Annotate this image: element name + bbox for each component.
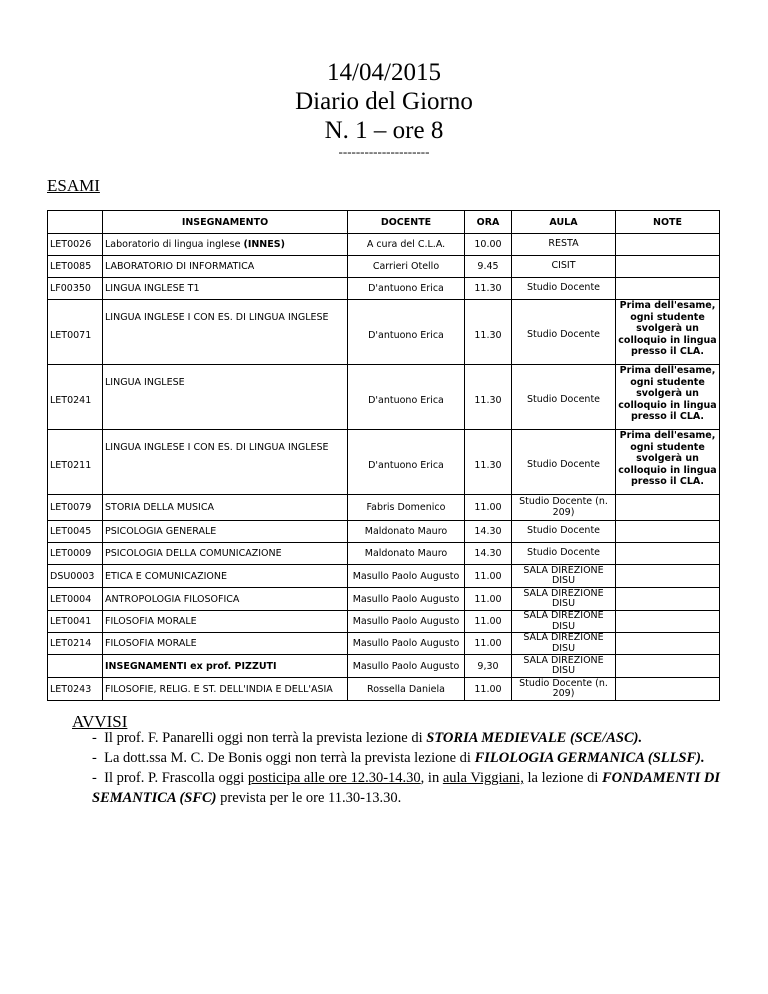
exam-note: Prima dell'esame, ogni studente svolgerà un colloquio in lingua presso il CLA. [616, 365, 720, 430]
document-header [0, 58, 768, 159]
exam-time: 11.00 [465, 611, 512, 633]
notice-item [92, 728, 720, 748]
exam-course-name: Laboratorio di lingua inglese [105, 239, 244, 250]
exam-note [616, 588, 720, 611]
exam-course-name: LINGUA INGLESE I CON ES. DI LINGUA INGLESE [105, 312, 329, 323]
header-course: INSEGNAMENTO [103, 211, 348, 234]
exam-course [103, 521, 348, 543]
header-code [48, 211, 103, 234]
exam-course-name: ANTROPOLOGIA FILOSOFICA [105, 593, 240, 605]
exam-note [616, 678, 720, 701]
notice-subject: STORIA MEDIEVALE (SCE/ASC). [426, 730, 643, 746]
exam-course [103, 588, 348, 611]
exam-teacher: Rossella Daniela [348, 678, 465, 701]
exam-code: LET0045 [48, 521, 103, 543]
exam-code: LET0041 [48, 611, 103, 633]
notice-item [92, 768, 720, 808]
table-row [48, 611, 720, 633]
document-date: 14/04/2015 [327, 59, 441, 86]
table-row [48, 495, 720, 521]
table-row [48, 565, 720, 588]
header-dashes: --------------------- [338, 144, 430, 159]
table-row [48, 365, 720, 430]
exam-code: LET0071 [48, 300, 103, 365]
table-header-row [48, 211, 720, 234]
notice-dash: - [92, 730, 97, 746]
exam-teacher: Maldonato Mauro [348, 521, 465, 543]
exam-room: Studio Docente [512, 543, 616, 565]
exam-course-name: LINGUA INGLESE [105, 377, 185, 388]
exam-note [616, 521, 720, 543]
exam-room: Studio Docente [512, 521, 616, 543]
exam-code: LF00350 [48, 278, 103, 300]
exam-teacher: D'antuono Erica [348, 365, 465, 430]
exam-course [103, 678, 348, 701]
exam-course [103, 365, 348, 430]
exam-code: LET0241 [48, 365, 103, 430]
exam-course-name: ETICA E COMUNICAZIONE [105, 570, 227, 582]
document-number: N. 1 – ore 8 [324, 117, 444, 144]
exam-code: LET0211 [48, 430, 103, 495]
exam-room: SALA DIREZIONE DISU [512, 633, 616, 655]
exam-teacher: Carrieri Otello [348, 256, 465, 278]
notice-dash: - [92, 750, 97, 766]
exam-time: 14.30 [465, 543, 512, 565]
exam-course [103, 278, 348, 300]
exam-teacher: Masullo Paolo Augusto [348, 565, 465, 588]
exam-note [616, 234, 720, 256]
exam-room: Studio Docente [512, 278, 616, 300]
header-time: ORA [465, 211, 512, 234]
exam-room: Studio Docente (n. 209) [512, 495, 616, 521]
exam-time: 10.00 [465, 234, 512, 256]
exam-time: 11.30 [465, 430, 512, 495]
exam-room: SALA DIREZIONE DISU [512, 655, 616, 678]
exam-teacher: Masullo Paolo Augusto [348, 611, 465, 633]
exams-table [47, 210, 720, 701]
exam-teacher: Maldonato Mauro [348, 543, 465, 565]
notice-text: La dott.ssa M. C. De Bonis oggi non terrà la prevista lezione di [104, 750, 475, 766]
exam-course-name: FILOSOFIA MORALE [105, 638, 197, 649]
exam-course [103, 611, 348, 633]
table-row [48, 678, 720, 701]
exam-time: 9,30 [465, 655, 512, 678]
exam-course-name: LINGUA INGLESE T1 [105, 283, 200, 294]
exam-time: 9.45 [465, 256, 512, 278]
exam-course [103, 495, 348, 521]
exam-room: SALA DIREZIONE DISU [512, 611, 616, 633]
exam-room: SALA DIREZIONE DISU [512, 565, 616, 588]
exam-code: LET0243 [48, 678, 103, 701]
exam-teacher: A cura del C.L.A. [348, 234, 465, 256]
notice-text: Il prof. F. Panarelli oggi non terrà la prevista lezione di [104, 730, 427, 746]
notice-text: prevista per le ore 11.30-13.30. [216, 790, 402, 806]
exam-code: DSU0003 [48, 565, 103, 588]
notices-list [92, 728, 720, 808]
exam-course [103, 543, 348, 565]
exam-time: 11.30 [465, 300, 512, 365]
document-title: Diario del Giorno [295, 88, 473, 115]
exam-course-bold: (INNES) [243, 239, 285, 250]
exam-time: 11.30 [465, 365, 512, 430]
notice-new-time: posticipa alle ore 12.30-14.30 [247, 770, 421, 786]
exam-room: SALA DIREZIONE DISU [512, 588, 616, 611]
exam-course [103, 430, 348, 495]
exam-note [616, 565, 720, 588]
notices-section-title: AVVISI [72, 712, 128, 731]
exam-course [103, 256, 348, 278]
exam-code: LET0214 [48, 633, 103, 655]
exam-teacher: Masullo Paolo Augusto [348, 655, 465, 678]
exam-course-name: PSICOLOGIA DELLA COMUNICAZIONE [105, 548, 282, 559]
notice-text: la lezione di [523, 770, 602, 786]
exam-room: RESTA [512, 234, 616, 256]
header-teacher: DOCENTE [348, 211, 465, 234]
exam-note [616, 278, 720, 300]
exam-teacher: D'antuono Erica [348, 430, 465, 495]
header-room: AULA [512, 211, 616, 234]
table-row [48, 633, 720, 655]
exam-course [103, 234, 348, 256]
table-row [48, 430, 720, 495]
notice-item [92, 748, 720, 768]
table-row [48, 543, 720, 565]
exam-time: 11.00 [465, 588, 512, 611]
exam-time: 11.00 [465, 633, 512, 655]
exam-course-bold: INSEGNAMENTI ex prof. PIZZUTI [105, 660, 277, 672]
exam-course [103, 655, 348, 678]
exam-note [616, 633, 720, 655]
table-row [48, 234, 720, 256]
table-row [48, 655, 720, 678]
exam-note: Prima dell'esame, ogni studente svolgerà un colloquio in lingua presso il CLA. [616, 300, 720, 365]
exam-time: 14.30 [465, 521, 512, 543]
exam-teacher: D'antuono Erica [348, 300, 465, 365]
table-row [48, 300, 720, 365]
table-row [48, 588, 720, 611]
notice-dash: - [92, 770, 97, 786]
exam-code: LET0009 [48, 543, 103, 565]
notice-room: aula Viggiani, [442, 770, 524, 786]
exam-room: Studio Docente [512, 365, 616, 430]
exams-section-title: ESAMI [47, 176, 100, 195]
exam-room: Studio Docente (n. 209) [512, 678, 616, 701]
table-row [48, 256, 720, 278]
table-row [48, 521, 720, 543]
exam-time: 11.00 [465, 678, 512, 701]
exam-note [616, 256, 720, 278]
exam-course-name: PSICOLOGIA GENERALE [105, 526, 217, 537]
exam-course-name: LABORATORIO DI INFORMATICA [105, 261, 255, 272]
exam-course-name: FILOSOFIA MORALE [105, 616, 197, 627]
exam-time: 11.00 [465, 495, 512, 521]
exam-note [616, 543, 720, 565]
exam-note [616, 611, 720, 633]
exam-code: LET0026 [48, 234, 103, 256]
exam-code: LET0085 [48, 256, 103, 278]
notice-subject: FILOLOGIA GERMANICA (SLLSF). [474, 750, 705, 766]
exam-course-name: LINGUA INGLESE I CON ES. DI LINGUA INGLESE [105, 442, 329, 453]
exam-code [48, 655, 103, 678]
exam-teacher: Masullo Paolo Augusto [348, 588, 465, 611]
exam-teacher: Masullo Paolo Augusto [348, 633, 465, 655]
exam-teacher: Fabris Domenico [348, 495, 465, 521]
notice-subject: FONDAMENTI DI SEMANTICA (SFC) [92, 770, 721, 806]
exam-room: Studio Docente [512, 430, 616, 495]
exam-course-name: STORIA DELLA MUSICA [105, 502, 214, 513]
exam-time: 11.00 [465, 565, 512, 588]
exam-teacher: D'antuono Erica [348, 278, 465, 300]
header-notes: NOTE [616, 211, 720, 234]
exam-time: 11.30 [465, 278, 512, 300]
exam-course [103, 633, 348, 655]
table-row [48, 278, 720, 300]
exam-course [103, 300, 348, 365]
exam-course-name: FILOSOFIE, RELIG. E ST. DELL'INDIA E DELL'ASIA [105, 683, 333, 695]
exam-room: CISIT [512, 256, 616, 278]
exam-note [616, 495, 720, 521]
exam-code: LET0004 [48, 588, 103, 611]
exam-room: Studio Docente [512, 300, 616, 365]
notice-text: Il prof. P. Frascolla oggi [104, 770, 248, 786]
exam-note: Prima dell'esame, ogni studente svolgerà un colloquio in lingua presso il CLA. [616, 430, 720, 495]
exam-course [103, 565, 348, 588]
notice-text: , in [420, 770, 443, 786]
exam-code: LET0079 [48, 495, 103, 521]
exam-note [616, 655, 720, 678]
